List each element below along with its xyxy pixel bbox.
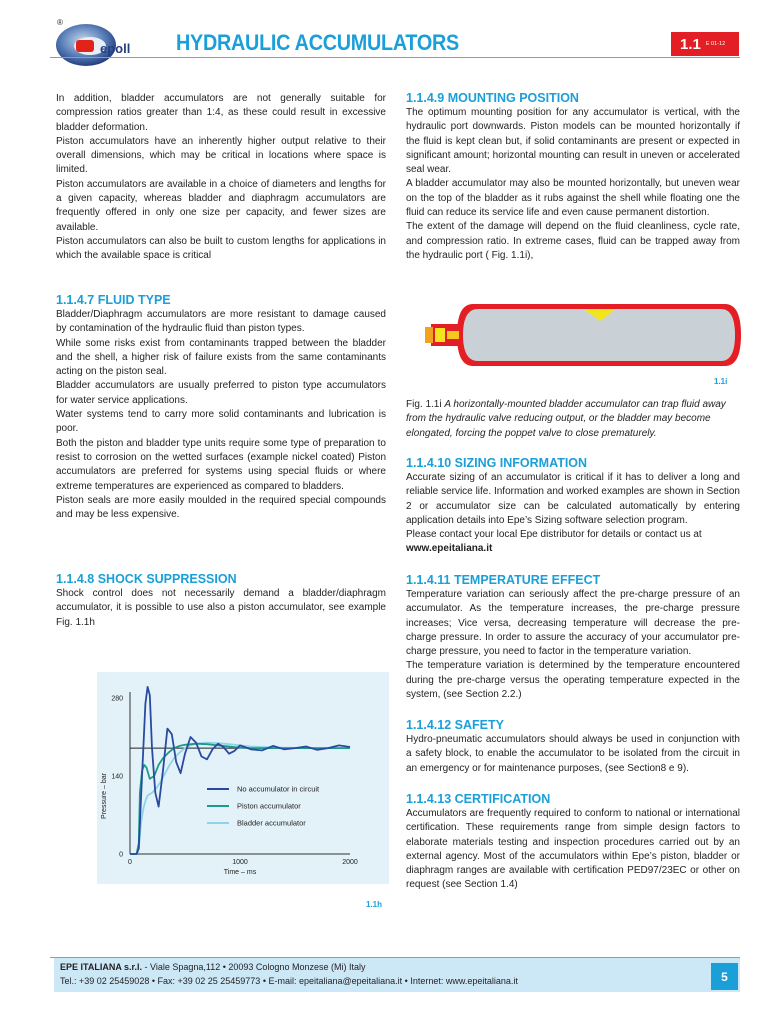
section-heading: 1.1.4.10 SIZING INFORMATION <box>406 456 588 470</box>
paragraph: While some risks exist from contaminants trapped between the bladder and the shell, a higher risk of failure exists from the same contaminants acting on the piston seal. <box>56 337 386 378</box>
section-heading: 1.1.4.12 SAFETY <box>406 718 504 732</box>
horizontal-accumulator-illustration <box>425 298 743 372</box>
valve-stem <box>447 331 459 339</box>
section-mounting-position <box>406 90 740 263</box>
svg-text:epoll: epoll <box>100 41 131 56</box>
section-sizing-information <box>406 455 740 557</box>
footer-text <box>60 961 518 988</box>
paragraph: Bladder/Diaphragm accumulators are more resistant to damage caused by contamination of the hydraulic fluid than piston types. <box>56 309 386 335</box>
paragraph: Temperature variation can seriously affect the pre-charge pressure of an accumulator. As the temperature increases, the pre-charge pressure increases; Vice versa, decreasing temperature will decrease the pre-charge pressure. In order to assure the accuracy of your accumulator pre-charge pressure, you need to factor in the temperature variation. <box>406 589 740 658</box>
legend-label: No accumulator in circuit <box>237 784 320 794</box>
x-tick-label: 1000 <box>232 859 248 866</box>
section-certification <box>406 791 740 893</box>
section-heading: 1.1.4.7 FLUID TYPE <box>56 293 171 307</box>
section-code: E 01-12 <box>705 41 726 47</box>
caption-prefix: Fig. 1.1i <box>406 399 442 410</box>
company-contacts: Tel.: +39 02 25459028 • Fax: +39 02 25 25459773 • E-mail: epeitaliana@epeitaliana.it • Internet: www.epeitaliana.it <box>60 975 518 986</box>
section-safety <box>406 717 740 776</box>
figure-label-1-1i: 1.1i <box>714 377 728 386</box>
section-heading: 1.1.4.8 SHOCK SUPPRESSION <box>56 572 237 586</box>
figure-label-1-1h: 1.1h <box>366 900 383 909</box>
x-tick-label: 0 <box>128 859 132 866</box>
paragraph: Shock control does not necessarily demand a bladder/diaphragm accumulator, it is possible to use also a piston accumulator, see example Fig. 1.1h <box>56 588 386 628</box>
paragraph: Water systems tend to carry more solid contaminants and lubrication is poor. <box>56 409 386 435</box>
paragraph: The extent of the damage will depend on the fluid cleanliness, cycle rate, and compression ratio. In extreme cases, fluid can be trapped away from the hydraulic port ( Fig. 1.1i), <box>406 221 740 261</box>
company-logo <box>50 20 168 70</box>
section-number: 1.1 <box>680 35 701 53</box>
x-tick-label: 2000 <box>342 859 358 866</box>
paragraph: Hydro-pneumatic accumulators should always be used in conjunction with a safety block, to enable the accumulator to be isolated from the circuit in an emergency or for maintenance purposes, (see Section8 e 9). <box>406 734 740 774</box>
page-title: HYDRAULIC ACCUMULATORS <box>176 30 459 55</box>
y-tick-label: 280 <box>111 695 123 703</box>
paragraph: Accumulators are frequently required to conform to national or international certification. These requirements range from simple design factors to elaborate materials testing and inspection procedures carried out by an external agency. Most of the accumulators within Epe’s piston, bladder or diaphragm ranges are available with certification PED97/23EC or other on request (see Section 1.4) <box>406 808 740 891</box>
registered-mark: ® <box>57 18 63 27</box>
y-tick-label: 140 <box>111 773 123 781</box>
poppet-valve <box>435 328 445 342</box>
paragraph: A bladder accumulator may also be mounted horizontally, but uneven wear on the top of the bladder as it rubs against the shell while floating one the fluid can reduce its service life and even cause permanent distortion. <box>406 178 740 219</box>
paragraph: Piston accumulators are available in a choice of diameters and lengths for a given capacity, whereas bladder and diaphragm accumulators are frequently offered in only one size per capacity, and fewer sizes are available. <box>56 178 386 233</box>
section-heading: 1.1.4.9 MOUNTING POSITION <box>406 91 579 105</box>
paragraph: The optimum mounting position for any accumulator is vertical, with the hydraulic port downwards. Piston models can be mounted horizontally if the fluid is kept clean but, if solid contaminants are present or expected in significant amount; horizontal mounting can result in uneven or accelerated seal wear. <box>406 107 740 176</box>
intro-text <box>56 92 386 264</box>
port-thread <box>425 327 433 343</box>
company-address: - Viale Spagna,112 • 20093 Cologno Monzese (Mi) Italy <box>142 962 366 972</box>
page-number: 5 <box>711 963 738 990</box>
paragraph: Please contact your local Epe distributor for details or contact us at <box>406 529 702 541</box>
company-name: EPE ITALIANA s.r.l. <box>60 962 143 972</box>
y-axis-label: Pressure – bar <box>101 773 108 819</box>
section-shock-suppression <box>56 571 386 630</box>
x-axis-label: Time – ms <box>223 869 257 876</box>
caption-text: A horizontally-mounted bladder accumulator can trap fluid away from the hydraulic valve reducing output, or the bladder may become elongated, forcing the poppet valve to close prematurely. <box>406 399 726 439</box>
paragraph: Piston accumulators have an inherently higher output relative to their overall dimensions, which may be critical in locations where space is limited. <box>56 135 386 176</box>
paragraph: In addition, bladder accumulators are not generally suitable for compression ratios greater than 1:4, as these could result in excessive bladder deformation. <box>56 93 386 133</box>
website-link[interactable]: www.epeitaliana.it <box>406 543 493 555</box>
paragraph: The temperature variation is determined by the temperature encountered during the pre-charge versus the operating temperature expected in the system, (see Section 2.2.) <box>406 660 740 701</box>
paragraph: Piston seals are more easily moulded in the required special compounds and may be less expensive. <box>56 494 386 521</box>
section-heading: 1.1.4.11 TEMPERATURE EFFECT <box>406 573 601 587</box>
paragraph: Both the piston and bladder type units require some type of preparation to resist to corrosion on the wetted surfaces (example nickel coated) Piston accumulators are preferred for systems using special fluids or where extreme temperatures are experienced as compared to bladders. <box>56 437 386 492</box>
header-divider <box>50 57 740 58</box>
section-temperature-effect <box>406 572 740 702</box>
paragraph: Piston accumulators can also be built to custom lengths for applications in which the available space is critical <box>56 235 386 262</box>
legend-label: Piston accumulator <box>237 801 301 811</box>
y-tick-label: 0 <box>119 851 123 859</box>
paragraph: Accurate sizing of an accumulator is critical if it has to deliver a long and reliable service life. Information and worked examples are shown in Section 2 or accumulator size can be calculated automatically by entering application details into Epe’s Sizing software selection program. <box>406 472 740 526</box>
figure-caption-1-1i <box>406 398 740 441</box>
section-fluid-type <box>56 292 386 522</box>
legend-label: Bladder accumulator <box>237 818 306 828</box>
pressure-time-chart <box>97 672 389 884</box>
section-heading: 1.1.4.13 CERTIFICATION <box>406 792 551 806</box>
paragraph: Bladder accumulators are usually preferred to piston type accumulators for water service applications. <box>56 380 386 406</box>
section-tab <box>671 32 739 56</box>
